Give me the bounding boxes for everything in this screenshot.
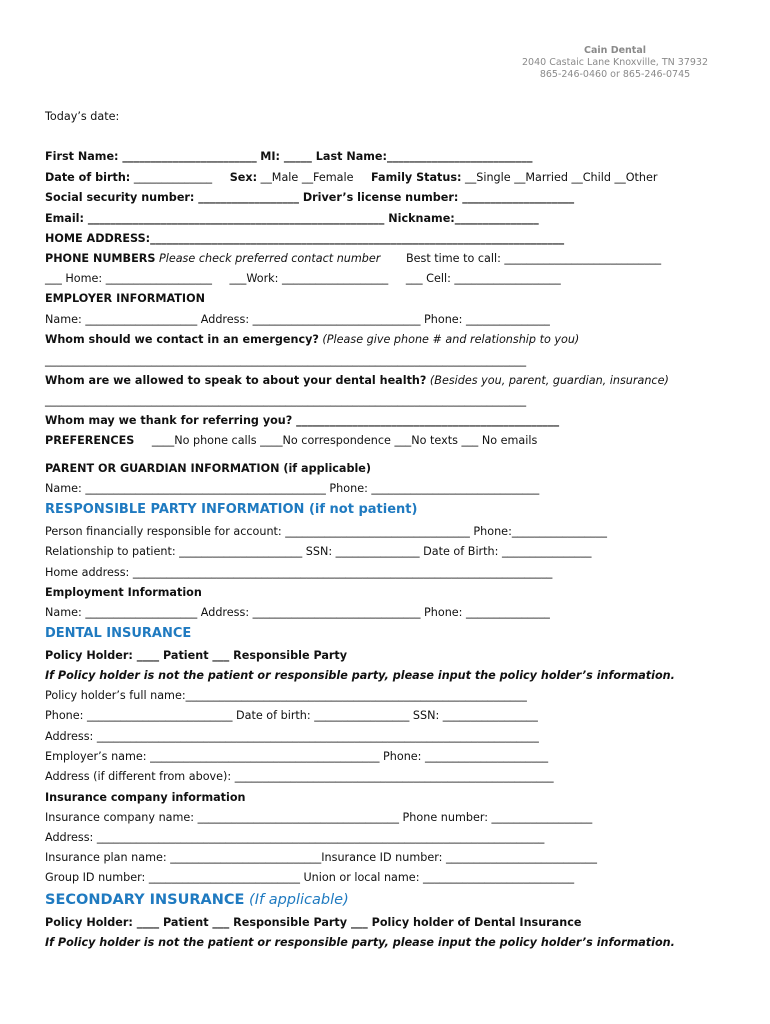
last-name-field: MI: _____ Last Name:__________________________ [260,150,533,163]
sex-label: Sex: [229,171,258,184]
referral-field: Whom may we thank for referring you? _______________________________________________ [45,414,560,427]
phone-numbers-note: Please check preferred contact number [155,252,381,265]
policy-holder-line [45,648,347,663]
emergency-question: Whom should we contact in an emergency? [45,333,319,346]
cell-phone-field: ___ Cell: ___________________ [405,272,561,285]
speak-question: Whom are we allowed to speak to about your dental health? [45,374,427,387]
employer-heading [45,291,205,306]
family-status-label: Family Status: [371,171,462,184]
insurance-company-line: Insurance company name: ____________________________________ Phone number: __________________ [45,811,593,824]
practice-name: Cain Dental [583,45,646,56]
sex-options: __Male __Female [257,171,354,184]
policy-note: If Policy holder is not the patient or responsible party, please input the policy holder’s information. [45,669,675,682]
phone-numbers-line [45,251,661,266]
first-name-field: First Name: ________________________ [45,150,257,163]
secondary-insurance-note: (If applicable) [244,892,349,908]
parent-heading [45,461,371,476]
preferences-options: ____No phone calls ____No correspondence ___No texts ___ No emails [151,434,538,447]
dob-blank: ______________ [130,171,213,184]
holder-name-line: Policy holder’s full name:_____________________________________________________________ [45,689,527,702]
home-phone-field: ___ Home: ___________________ [45,272,212,285]
holder-alt-address-line: Address (if different from above): _________________________________________________________ [45,770,554,783]
email-line [45,211,539,226]
practice-address: 2040 Castaic Lane Knoxville, TN 37932 [522,57,708,68]
secondary-insurance-heading [45,891,349,909]
group-id-line: Group ID number: ___________________________ Union or local name: ___________________________ [45,871,575,884]
phone-numbers-label: PHONE NUMBERS [45,252,156,265]
work-phone-field: ___Work: ___________________ [229,272,389,285]
dob-label: Date of birth: [45,171,131,184]
relationship-line: Relationship to patient: ______________________ SSN: _______________ Date of Birth: ________________ [45,545,592,558]
phone-types-line [45,271,561,286]
employment-heading-text: Employment Information [45,586,202,599]
responsible-party-heading: RESPONSIBLE PARTY INFORMATION (if not patient) [45,502,418,517]
dental-insurance-heading: DENTAL INSURANCE [45,626,192,641]
insurance-plan-line: Insurance plan name: ___________________________Insurance ID number: ___________________________ [45,851,597,864]
dob-line [45,170,657,185]
preferences-label: PREFERENCES [45,434,135,447]
ssn-license-field: Social security number: __________________ Driver’s license number: ____________________ [45,191,575,204]
best-time-field: Best time to call: ____________________________ [405,252,662,265]
practice-header [450,45,770,81]
ssn-line [45,190,574,205]
parent-heading-text: PARENT OR GUARDIAN INFORMATION (if applicable) [45,462,372,475]
holder-employer-line: Employer’s name: _________________________________________ Phone: ______________________ [45,750,549,763]
speak-line [45,373,669,388]
secondary-insurance-title: SECONDARY INSURANCE [45,892,245,908]
practice-phones: 865-246-0460 or 865-246-0745 [539,69,691,80]
insurance-company-heading [45,790,246,805]
holder-phone-line: Phone: __________________________ Date of birth: _________________ SSN: _________________ [45,709,538,722]
parent-line: Name: ___________________________________________ Phone: ______________________________ [45,482,540,495]
secondary-policy-note: If Policy holder is not the patient or responsible party, please input the policy holder’s information. [45,936,675,949]
employment-heading [45,585,202,600]
financial-line: Person financially responsible for account: _________________________________ Phone:_________________ [45,525,607,538]
secondary-policy-holder-line [45,915,581,930]
insurance-address-line: Address: ________________________________________________________________________________ [45,831,545,844]
policy-holder-options: Policy Holder: ____ Patient ___ Responsible Party [45,649,348,662]
emergency-note: (Please give phone # and relationship to you) [318,333,580,346]
family-status-options: __Single __Married __Child __Other [461,171,658,184]
secondary-policy-note-line [45,935,675,950]
secondary-policy-options: Policy Holder: ____ Patient ___ Responsible Party ___ Policy holder of Dental Insurance [45,916,582,929]
rp-employer-line: Name: ____________________ Address: ______________________________ Phone: _______________ [45,606,550,619]
speak-blank: ______________________________________________________________________________________ [45,394,527,407]
employer-line: Name: ____________________ Address: ______________________________ Phone: _______________ [45,313,550,326]
email-nickname-field: Email: _____________________________________________________ Nickname:_______________ [45,212,539,225]
employer-heading-text: EMPLOYER INFORMATION [45,292,205,305]
policy-note-line [45,668,675,683]
rp-home-address-line: Home address: ___________________________________________________________________________ [45,566,553,579]
emergency-blank: ______________________________________________________________________________________ [45,354,527,367]
referral-line [45,413,559,428]
name-line [45,149,532,164]
holder-address-line: Address: _______________________________________________________________________________ [45,730,539,743]
preferences-line [45,433,537,448]
insurance-company-heading-text: Insurance company information [45,791,246,804]
emergency-line [45,332,579,347]
speak-note: (Besides you, parent, guardian, insurance) [426,374,669,387]
home-address-field: HOME ADDRESS:__________________________________________________________________________ [45,232,565,245]
today-date-label: Today’s date: [45,110,120,123]
home-address-line [45,231,564,246]
